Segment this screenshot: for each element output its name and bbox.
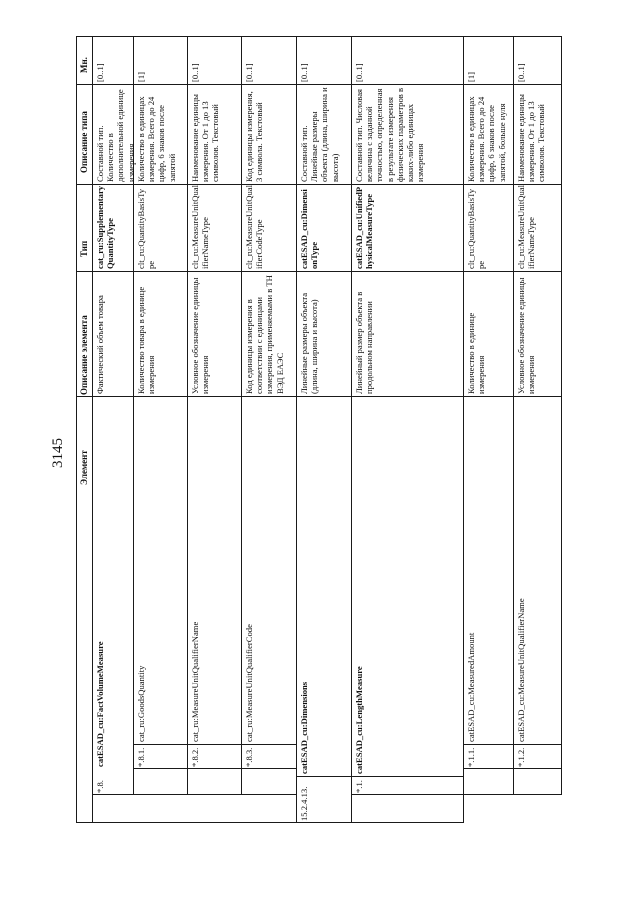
- row-3-num: *.8.2.: [190, 747, 200, 767]
- line-col-desc: [76, 396, 562, 397]
- row-7-type-desc: Количество в единицах измерения. Всего до 24 цифр, 6 знаков после запятой, больше нуля: [466, 96, 507, 182]
- row-2-num: *.8.1.: [136, 747, 146, 767]
- line-num-col-b: [133, 768, 296, 769]
- row-1-type-desc: Составной тип. Количество в дополнительной единице измерения: [95, 89, 136, 182]
- row-3-mn: [0..1]: [190, 63, 200, 82]
- row-1-num: *.8.: [95, 780, 105, 793]
- line-name-col-2: [463, 744, 562, 745]
- row-7-mn: [1]: [466, 71, 476, 82]
- row-6-mn: [0..1]: [354, 63, 364, 82]
- line-bottom: [561, 37, 562, 795]
- row-7-desc: Количество в единице измерения: [466, 312, 487, 394]
- row-4-type-desc: Код единицы измерения, 3 символа. Текстовый: [244, 91, 265, 182]
- page-number: 3145: [50, 438, 66, 468]
- header-element: Элемент: [79, 450, 89, 485]
- row-8-type: clt_ru:MeasureUnitQualifierNameType: [516, 185, 537, 269]
- row-5-num: 15.2.4.13.: [299, 786, 309, 821]
- row-1-type: cat_ru:SupplementaryQuantityType: [95, 185, 116, 269]
- line-right: [76, 36, 562, 37]
- row-3-type: clt_ru:MeasureUnitQualifierNameType: [190, 185, 211, 269]
- row-7-num: *.1.1.: [466, 747, 476, 767]
- row-5-type: catESAD_cu:DimensionType: [299, 189, 320, 269]
- rotated-spec-table: [75, 35, 565, 825]
- row-1-desc: Фактический объем товара: [95, 295, 105, 394]
- line-name-col-1: [133, 744, 296, 745]
- row-2-name: cat_ru:GoodsQuantity: [136, 665, 146, 742]
- row-5-type-desc: Составной тип. Линейные размеры объекта (длина, ширина и высота): [299, 87, 340, 182]
- row-8-type-desc: Наименование единицы измерения. От 1 до 13 символов. Текстовый: [516, 94, 547, 182]
- line-num-col-d: [351, 794, 463, 795]
- row-2-desc: Количество товара в единице измерения: [136, 286, 157, 394]
- row-2-type-desc: Количество в единицах измерения. Всего до 24 цифр, 6 знаков после запятой: [136, 96, 177, 182]
- row-1-name: catESAD_cu:FactVolumeMeasure: [95, 641, 105, 767]
- row-2-mn: [1]: [136, 71, 146, 82]
- header-type-desc: Описание типа: [79, 111, 89, 173]
- header-element-desc: Описание элемента: [79, 315, 89, 395]
- row-8-name: catESAD_cu:MeasureUnitQualifierName: [516, 598, 526, 742]
- line-row-5: [351, 37, 352, 823]
- row-8-desc: Условное обозначение единицы измерения: [516, 277, 537, 394]
- row-4-num: *.8.3.: [244, 747, 254, 767]
- line-left-nest: [463, 794, 562, 795]
- row-2-type: clt_ru:QuantityBasisType: [136, 188, 157, 269]
- row-7-type: clt_ru:QuantityBasisType: [466, 188, 487, 269]
- row-6-name: catESAD_cu:LengthMeasure: [354, 666, 364, 774]
- row-6-num: *.1.: [354, 780, 364, 793]
- header-mn: Мн.: [79, 57, 89, 73]
- line-num-col-a: [92, 794, 296, 795]
- row-6-type: catESAD_cu:UnifiedPhysicalMeasureType: [354, 186, 375, 269]
- row-4-name: cat_ru:MeasureUnitQualifierCode: [244, 624, 254, 742]
- row-8-mn: [0..1]: [516, 63, 526, 82]
- row-4-desc: Код единицы измерения в соответствии с единицами измерения, применяемыми в ТН ВЭД ЕАЭС: [244, 275, 285, 394]
- line-row-2: [187, 37, 188, 795]
- row-8-num: *.1.2.: [516, 747, 526, 767]
- line-top: [76, 37, 77, 823]
- row-3-type-desc: Наименование единицы измерения. От 1 до 13 символов. Текстовый: [190, 94, 221, 182]
- line-row-7: [513, 37, 514, 795]
- row-6-type-desc: Составной тип. Числовая величина с заданной точностью, определенная в результате измерения физических параметров в каких-либо единицах измерения: [354, 87, 426, 182]
- row-3-desc: Условное обозначение единицы измерения: [190, 277, 211, 394]
- row-7-name: catESAD_cu:MeasuredAmount: [466, 632, 476, 742]
- line-col-type: [76, 271, 562, 272]
- row-5-desc: Линейные размеры объекта (длина, ширина и высота): [299, 292, 320, 394]
- row-3-name: cat_ru:MeasureUnitQualifierName: [190, 621, 200, 742]
- line-row-3: [241, 37, 242, 795]
- header-type: Тип: [79, 240, 89, 257]
- row-1-mn: [0..1]: [95, 63, 105, 82]
- row-5-name: catESAD_cu:Dimensions: [299, 681, 309, 774]
- line-col-mn: [76, 84, 562, 85]
- line-num-col-e: [463, 768, 562, 769]
- line-row-6: [463, 37, 464, 823]
- row-4-type: clt_ru:MeasureUnitQualifierCodeType: [244, 185, 265, 269]
- row-6-desc: Линейный размер объекта в продольном направлении: [354, 291, 375, 394]
- row-5-mn: [0..1]: [299, 63, 309, 82]
- line-left-outer: [76, 822, 296, 823]
- line-name-col-3: [351, 776, 463, 777]
- line-row-4: [296, 37, 297, 823]
- row-4-mn: [0..1]: [244, 63, 254, 82]
- line-left-outer-2: [296, 822, 463, 823]
- line-header-bottom: [92, 37, 93, 823]
